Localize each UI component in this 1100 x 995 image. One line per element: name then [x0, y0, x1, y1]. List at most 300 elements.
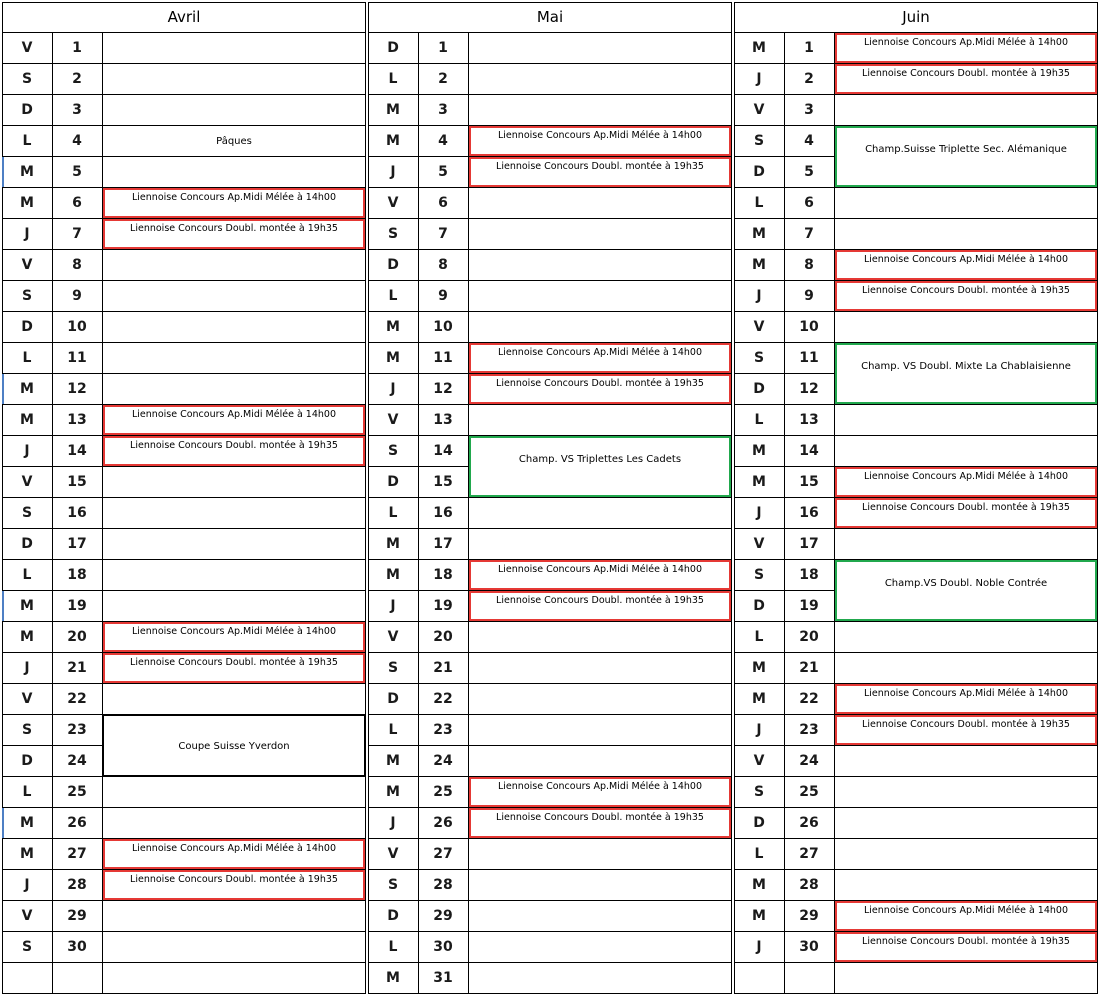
day-row: [2, 776, 366, 807]
event-cell[interactable]: [102, 342, 366, 373]
day-number: 30: [799, 938, 819, 955]
day-number: 20: [799, 628, 819, 645]
day-row: [734, 652, 1098, 683]
club-event[interactable]: Liennoise Concours Ap.Midi Mélée à 14h00: [835, 33, 1097, 63]
club-event[interactable]: Liennoise Concours Doubl. montée à 19h35: [103, 219, 365, 249]
day-row: [734, 218, 1098, 249]
day-number: 12: [433, 380, 453, 397]
weekday-letter: L: [388, 721, 398, 738]
weekday-letter: J: [24, 225, 30, 242]
day-row: [368, 63, 732, 94]
day-number: 18: [67, 566, 87, 583]
day-number: 3: [72, 101, 82, 118]
day-row: [368, 838, 732, 869]
event-cell[interactable]: [102, 280, 366, 311]
day-row: [2, 311, 366, 342]
day-number: 1: [804, 39, 814, 56]
month-juin: [734, 2, 1098, 993]
day-number: 25: [67, 783, 87, 800]
day-number: 16: [67, 504, 87, 521]
weekday-letter: M: [386, 752, 400, 769]
event-cell[interactable]: [834, 745, 1098, 776]
day-row: [368, 869, 732, 900]
event-cell[interactable]: [102, 683, 366, 714]
day-number: 28: [799, 876, 819, 893]
championship-event[interactable]: [835, 343, 1097, 404]
day-row: [368, 187, 732, 218]
day-number: 20: [67, 628, 87, 645]
weekday-marker: [2, 808, 4, 838]
weekday-letter: S: [21, 504, 33, 521]
event-cell[interactable]: [102, 807, 366, 838]
weekday-letter: M: [20, 163, 34, 180]
event-cell[interactable]: [834, 776, 1098, 807]
event-cell[interactable]: [834, 187, 1098, 218]
day-number: 7: [804, 225, 814, 242]
day-row: [368, 32, 732, 63]
day-number: 23: [67, 721, 87, 738]
day-number: 4: [72, 132, 82, 149]
day-row: [368, 249, 732, 280]
day-number: 19: [67, 597, 87, 614]
event-cell[interactable]: [834, 838, 1098, 869]
month-title: Juin: [902, 7, 930, 26]
event-cell[interactable]: [468, 869, 732, 900]
day-number: 27: [67, 845, 87, 862]
event-cell[interactable]: [834, 435, 1098, 466]
day-number: 7: [438, 225, 448, 242]
day-row: [368, 900, 732, 931]
event-cell[interactable]: [102, 559, 366, 590]
day-row: [2, 900, 366, 931]
day-number: 9: [804, 287, 814, 304]
day-number: 20: [433, 628, 453, 645]
event-cell[interactable]: [834, 528, 1098, 559]
day-number: 10: [799, 318, 819, 335]
weekday-letter: V: [21, 690, 33, 707]
event-cell[interactable]: [102, 311, 366, 342]
day-row: [368, 280, 732, 311]
day-number: 4: [804, 132, 814, 149]
day-number: 17: [433, 535, 453, 552]
event-cell[interactable]: [468, 32, 732, 63]
day-number: 26: [67, 814, 87, 831]
day-number: 27: [433, 845, 453, 862]
event-cell[interactable]: [468, 249, 732, 280]
day-row: [2, 931, 366, 962]
day-row: [734, 869, 1098, 900]
event-cell[interactable]: [834, 652, 1098, 683]
event-cell[interactable]: [102, 94, 366, 125]
event-cell[interactable]: [834, 404, 1098, 435]
event-cell[interactable]: [102, 931, 366, 962]
day-number: 8: [72, 256, 82, 273]
event-cell[interactable]: [834, 807, 1098, 838]
weekday-letter: V: [387, 845, 399, 862]
event-cell[interactable]: [468, 900, 732, 931]
weekday-marker: [2, 374, 4, 404]
weekday-letter: S: [387, 876, 399, 893]
weekday-letter: L: [754, 845, 764, 862]
weekday-letter: D: [753, 380, 765, 397]
event-cell[interactable]: [468, 280, 732, 311]
day-number: 21: [67, 659, 87, 676]
event-cell[interactable]: [468, 94, 732, 125]
day-number: 6: [72, 194, 82, 211]
day-number: 5: [438, 163, 448, 180]
weekday-letter: S: [387, 442, 399, 459]
day-number: 1: [438, 39, 448, 56]
club-event[interactable]: Liennoise Concours Ap.Midi Mélée à 14h00: [835, 684, 1097, 714]
day-number: 28: [67, 876, 87, 893]
weekday-letter: M: [752, 659, 766, 676]
event-cell[interactable]: [468, 63, 732, 94]
weekday-letter: M: [20, 194, 34, 211]
club-event[interactable]: Liennoise Concours Ap.Midi Mélée à 14h00: [103, 839, 365, 869]
weekday-letter: L: [754, 411, 764, 428]
day-number: 17: [799, 535, 819, 552]
day-row: [734, 94, 1098, 125]
day-row: [2, 63, 366, 94]
day-number: 23: [433, 721, 453, 738]
day-number: 3: [804, 101, 814, 118]
day-number: 4: [438, 132, 448, 149]
day-number: 19: [433, 597, 453, 614]
day-row: [2, 32, 366, 63]
club-event[interactable]: Liennoise Concours Doubl. montée à 19h35: [835, 932, 1097, 962]
club-event[interactable]: Liennoise Concours Doubl. montée à 19h35: [835, 281, 1097, 311]
weekday-letter: [2, 962, 52, 993]
weekday-letter: D: [21, 535, 33, 552]
weekday-letter: D: [753, 597, 765, 614]
event-cell[interactable]: [102, 466, 366, 497]
weekday-letter: V: [387, 411, 399, 428]
event-cell[interactable]: [102, 32, 366, 63]
club-event[interactable]: Liennoise Concours Ap.Midi Mélée à 14h00: [469, 343, 731, 373]
day-number: 16: [799, 504, 819, 521]
weekday-letter: L: [22, 349, 32, 366]
weekday-letter: J: [390, 814, 396, 831]
weekday-letter: M: [20, 845, 34, 862]
weekday-letter: M: [386, 101, 400, 118]
club-event[interactable]: Liennoise Concours Ap.Midi Mélée à 14h00: [469, 560, 731, 590]
event-cell[interactable]: [102, 63, 366, 94]
day-number: 12: [67, 380, 87, 397]
event-cell[interactable]: [834, 621, 1098, 652]
club-event[interactable]: Liennoise Concours Ap.Midi Mélée à 14h00: [103, 188, 365, 218]
day-row: [368, 962, 732, 993]
weekday-letter: D: [753, 814, 765, 831]
day-number: 18: [799, 566, 819, 583]
weekday-letter: L: [388, 938, 398, 955]
day-row: [368, 714, 732, 745]
day-number: 12: [799, 380, 819, 397]
weekday-letter: L: [388, 70, 398, 87]
weekday-letter: J: [756, 287, 762, 304]
weekday-letter: S: [753, 783, 765, 800]
weekday-letter: J: [756, 721, 762, 738]
weekday-letter: L: [388, 504, 398, 521]
day-number: [52, 962, 102, 993]
weekday-letter: D: [21, 318, 33, 335]
day-row: [368, 621, 732, 652]
weekday-marker: [2, 157, 4, 187]
club-event[interactable]: Liennoise Concours Doubl. montée à 19h35: [469, 591, 731, 621]
day-number: 14: [433, 442, 453, 459]
day-number: 25: [433, 783, 453, 800]
day-number: 10: [433, 318, 453, 335]
weekday-letter: S: [21, 287, 33, 304]
weekday-letter: V: [753, 752, 765, 769]
weekday-letter: S: [21, 70, 33, 87]
weekday-letter: V: [21, 256, 33, 273]
day-number: 15: [67, 473, 87, 490]
club-event[interactable]: Liennoise Concours Ap.Midi Mélée à 14h00: [469, 777, 731, 807]
club-event[interactable]: Liennoise Concours Doubl. montée à 19h35: [469, 808, 731, 838]
day-row: [368, 94, 732, 125]
day-number: 30: [433, 938, 453, 955]
day-row: [734, 187, 1098, 218]
weekday-letter: [734, 962, 784, 993]
weekday-letter: S: [753, 349, 765, 366]
day-number: 7: [72, 225, 82, 242]
weekday-letter: M: [386, 535, 400, 552]
day-number: 26: [799, 814, 819, 831]
day-number: 11: [67, 349, 87, 366]
day-number: 26: [433, 814, 453, 831]
event-cell[interactable]: [102, 962, 366, 993]
club-event[interactable]: Liennoise Concours Ap.Midi Mélée à 14h00: [103, 622, 365, 652]
day-number: 29: [67, 907, 87, 924]
club-event[interactable]: Liennoise Concours Ap.Midi Mélée à 14h00: [103, 405, 365, 435]
day-row: [734, 528, 1098, 559]
weekday-letter: V: [753, 535, 765, 552]
event-text: Champ.VS Doubl. Noble Contrée: [884, 578, 1048, 589]
club-event[interactable]: Liennoise Concours Doubl. montée à 19h35: [469, 374, 731, 404]
event-cell[interactable]: [468, 528, 732, 559]
weekday-letter: M: [20, 411, 34, 428]
event-cell[interactable]: [468, 931, 732, 962]
weekday-letter: V: [21, 39, 33, 56]
day-row: [734, 311, 1098, 342]
day-number: [784, 962, 834, 993]
event-cell[interactable]: [834, 962, 1098, 993]
event-cell[interactable]: [102, 249, 366, 280]
day-row: [2, 590, 366, 621]
weekday-letter: S: [753, 132, 765, 149]
weekday-letter: V: [387, 628, 399, 645]
day-row: [734, 962, 1098, 993]
day-number: 24: [67, 752, 87, 769]
day-number: 23: [799, 721, 819, 738]
weekday-letter: M: [752, 256, 766, 273]
weekday-letter: M: [752, 907, 766, 924]
day-number: 29: [433, 907, 453, 924]
day-number: 18: [433, 566, 453, 583]
event-cell[interactable]: [468, 621, 732, 652]
day-row: [368, 218, 732, 249]
event-cell[interactable]: [102, 373, 366, 404]
day-number: 15: [433, 473, 453, 490]
event-text: Champ.Suisse Triplette Sec. Alémanique: [865, 144, 1067, 155]
weekday-letter: D: [387, 907, 399, 924]
weekday-letter: D: [387, 256, 399, 273]
day-row: [2, 559, 366, 590]
day-number: 25: [799, 783, 819, 800]
weekday-letter: M: [386, 318, 400, 335]
weekday-letter: M: [386, 349, 400, 366]
day-row: [368, 497, 732, 528]
weekday-letter: J: [390, 163, 396, 180]
day-row: [2, 156, 366, 187]
day-number: 11: [433, 349, 453, 366]
event-cell[interactable]: [468, 838, 732, 869]
day-number: 22: [799, 690, 819, 707]
club-event[interactable]: Liennoise Concours Doubl. montée à 19h35: [835, 64, 1097, 94]
event-cell[interactable]: [102, 156, 366, 187]
day-number: 22: [67, 690, 87, 707]
day-number: 21: [799, 659, 819, 676]
month-title: Avril: [167, 7, 201, 26]
day-number: 31: [433, 969, 453, 986]
day-row: [2, 249, 366, 280]
event-cell[interactable]: [468, 745, 732, 776]
day-number: 27: [799, 845, 819, 862]
event-cell[interactable]: [468, 218, 732, 249]
day-row: [734, 776, 1098, 807]
day-number: 2: [804, 70, 814, 87]
weekday-letter: S: [21, 721, 33, 738]
event-cell[interactable]: [834, 869, 1098, 900]
day-number: 13: [799, 411, 819, 428]
day-number: 6: [804, 194, 814, 211]
day-row: [368, 652, 732, 683]
club-event[interactable]: Liennoise Concours Doubl. montée à 19h35: [103, 436, 365, 466]
event-cell[interactable]: [102, 776, 366, 807]
day-number: 2: [438, 70, 448, 87]
day-number: 29: [799, 907, 819, 924]
day-number: 8: [438, 256, 448, 273]
day-row: [734, 435, 1098, 466]
event-cell[interactable]: [468, 683, 732, 714]
event-cell[interactable]: [468, 714, 732, 745]
weekday-letter: L: [754, 194, 764, 211]
event-cell[interactable]: [468, 404, 732, 435]
weekday-letter: J: [756, 938, 762, 955]
weekday-letter: L: [22, 566, 32, 583]
event-cell[interactable]: [468, 311, 732, 342]
holiday-label[interactable]: Pâques: [103, 126, 365, 156]
day-row: [2, 373, 366, 404]
weekday-letter: J: [390, 597, 396, 614]
day-number: 22: [433, 690, 453, 707]
club-event[interactable]: Liennoise Concours Doubl. montée à 19h35: [835, 715, 1097, 745]
championship-event[interactable]: [469, 436, 731, 497]
club-event[interactable]: Liennoise Concours Doubl. montée à 19h35: [103, 870, 365, 900]
day-row: [2, 962, 366, 993]
event-cell[interactable]: [834, 311, 1098, 342]
day-row: [2, 683, 366, 714]
weekday-letter: V: [753, 101, 765, 118]
weekday-letter: M: [752, 690, 766, 707]
day-number: 3: [438, 101, 448, 118]
weekday-letter: M: [386, 783, 400, 800]
weekday-letter: M: [386, 969, 400, 986]
weekday-letter: M: [752, 473, 766, 490]
day-number: 13: [433, 411, 453, 428]
weekday-letter: M: [752, 225, 766, 242]
event-cell[interactable]: [834, 218, 1098, 249]
day-number: 15: [799, 473, 819, 490]
event-cell[interactable]: [468, 497, 732, 528]
weekday-letter: M: [20, 380, 34, 397]
day-row: [368, 311, 732, 342]
day-row: [368, 931, 732, 962]
day-row: [734, 807, 1098, 838]
club-event[interactable]: Liennoise Concours Doubl. montée à 19h35: [469, 157, 731, 187]
event-cell[interactable]: [102, 497, 366, 528]
weekday-letter: V: [21, 473, 33, 490]
championship-event[interactable]: [835, 126, 1097, 187]
day-number: 1: [72, 39, 82, 56]
weekday-letter: J: [390, 380, 396, 397]
club-event[interactable]: Liennoise Concours Ap.Midi Mélée à 14h00: [835, 901, 1097, 931]
weekday-letter: D: [387, 39, 399, 56]
championship-event[interactable]: [835, 560, 1097, 621]
club-event[interactable]: Liennoise Concours Doubl. montée à 19h35: [103, 653, 365, 683]
day-row: [734, 404, 1098, 435]
event-cell[interactable]: [468, 652, 732, 683]
club-event[interactable]: Liennoise Concours Doubl. montée à 19h35: [835, 498, 1097, 528]
day-number: 17: [67, 535, 87, 552]
event-cell[interactable]: [468, 962, 732, 993]
weekday-letter: D: [21, 101, 33, 118]
weekday-letter: L: [388, 287, 398, 304]
weekday-letter: M: [20, 814, 34, 831]
day-row: [368, 404, 732, 435]
day-number: 11: [799, 349, 819, 366]
month-title: Mai: [536, 7, 564, 26]
club-event[interactable]: Liennoise Concours Ap.Midi Mélée à 14h00: [835, 467, 1097, 497]
weekday-letter: M: [386, 132, 400, 149]
event-cell[interactable]: [834, 94, 1098, 125]
day-number: 9: [72, 287, 82, 304]
day-row: [2, 94, 366, 125]
weekday-letter: S: [387, 659, 399, 676]
weekday-letter: M: [752, 39, 766, 56]
event-cell[interactable]: [102, 900, 366, 931]
month-mai: [368, 2, 732, 993]
weekday-letter: J: [756, 504, 762, 521]
day-number: 8: [804, 256, 814, 273]
event-cell[interactable]: [102, 590, 366, 621]
event-cell[interactable]: [102, 528, 366, 559]
weekday-letter: S: [753, 566, 765, 583]
day-number: 24: [433, 752, 453, 769]
month-avril: [2, 2, 366, 993]
day-number: 13: [67, 411, 87, 428]
day-number: 5: [72, 163, 82, 180]
day-row: [2, 466, 366, 497]
weekday-letter: L: [22, 132, 32, 149]
event-cell[interactable]: [468, 187, 732, 218]
day-row: [368, 528, 732, 559]
club-event[interactable]: Liennoise Concours Ap.Midi Mélée à 14h00: [835, 250, 1097, 280]
day-row: [734, 745, 1098, 776]
cup-event[interactable]: Coupe Suisse Yverdon: [103, 715, 365, 776]
club-event[interactable]: Liennoise Concours Ap.Midi Mélée à 14h00: [469, 126, 731, 156]
weekday-letter: M: [752, 442, 766, 459]
